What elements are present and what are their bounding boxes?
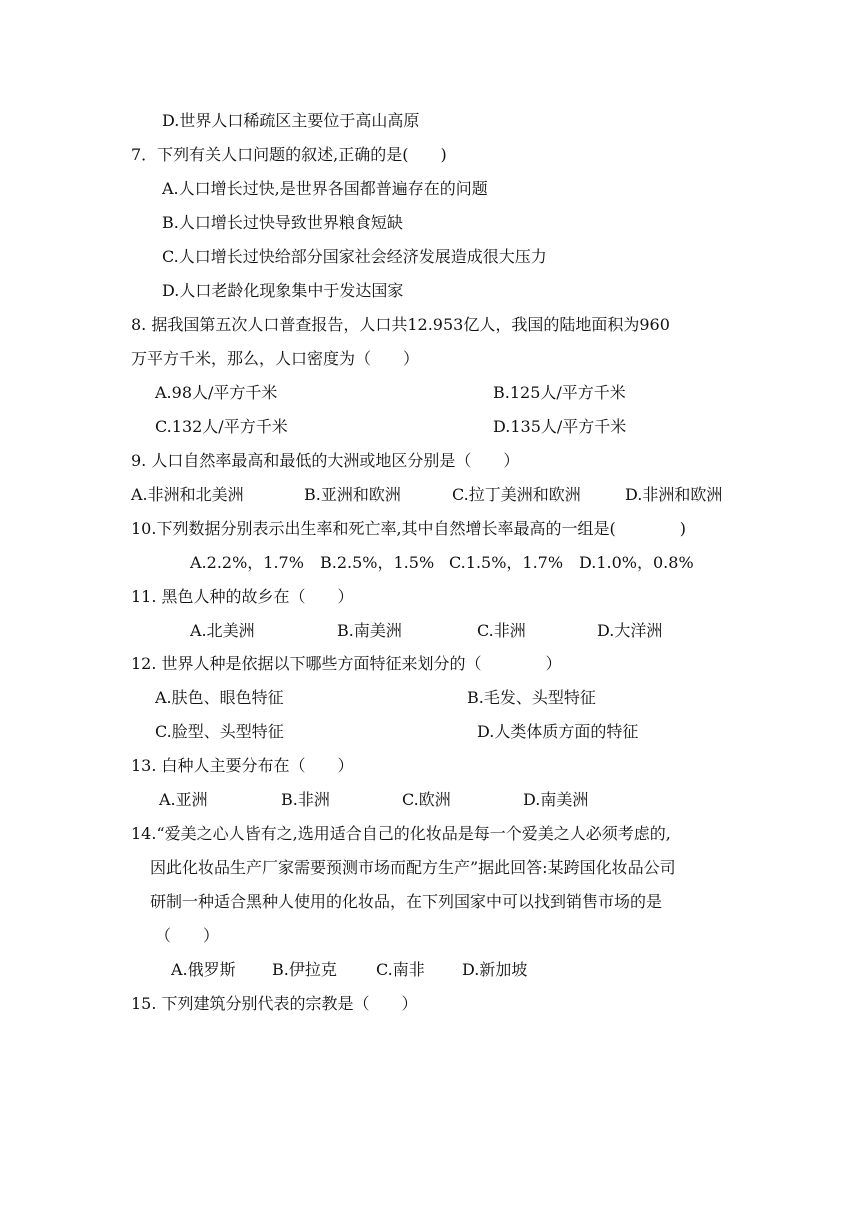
q14-stem-line1: 14.“爱美之心人皆有之,选用适合自己的化妆品是每一个爱美之人必须考虑的, [131,824,671,843]
q12-option-a: A.肤色、眼色特征 [155,688,284,707]
q7-option-a: A.人口增长过快,是世界各国都普遍存在的问题 [162,179,488,198]
q9-stem: 9. 人口自然率最高和最低的大洲或地区分别是（ ） [131,451,520,470]
q13-option-c: C.欧洲 [402,790,451,809]
q15-stem: 15. 下列建筑分别代表的宗教是（ ） [131,994,418,1013]
q11-option-a: A.北美洲 [190,621,255,640]
q12-stem: 12. 世界人种是依据以下哪些方面特征来划分的（ ） [131,654,562,673]
q10-stem: 10.下列数据分别表示出生率和死亡率,其中自然增长率最高的一组是( ) [131,519,687,538]
q13-option-d: D.南美洲 [523,790,589,809]
q11-option-d: D.大洋洲 [597,621,663,640]
q7-stem: 7．下列有关人口问题的叙述,正确的是( ) [131,145,447,164]
q14-option-c: C.南非 [376,960,425,979]
q10-option-c: C.1.5%，1.7% [449,553,564,572]
q13-option-a: A.亚洲 [159,790,208,809]
q7-option-b: B.人口增长过快导致世界粮食短缺 [162,213,403,232]
q8-option-c: C.132人/平方千米 [155,417,288,436]
q8-stem-line1: 8. 据我国第五次人口普查报告，人口共12.953亿人，我国的陆地面积为960 [131,315,670,334]
q11-stem: 11. 黑色人种的故乡在（ ） [131,587,354,606]
q14-option-b: B.伊拉克 [272,960,337,979]
q8-option-d: D.135人/平方千米 [493,417,627,436]
q10-option-b: B.2.5%，1.5% [320,553,435,572]
q13-stem: 13. 白种人主要分布在（ ） [131,756,354,775]
q9-option-a: A.非洲和北美洲 [131,485,244,504]
q14-option-d: D.新加坡 [462,960,528,979]
q13-option-b: B.非洲 [281,790,330,809]
q14-stem-line3: 研制一种适合黑种人使用的化妆品，在下列国家中可以找到销售市场的是 [150,892,663,911]
q6-option-d: D.世界人口稀疏区主要位于高山高原 [162,111,420,130]
q10-option-a: A.2.2%，1.7% [190,553,304,572]
q8-stem-line2: 万平方千米，那么，人口密度为（ ） [131,349,420,368]
q8-option-b: B.125人/平方千米 [493,383,626,402]
q11-option-c: C.非洲 [477,621,526,640]
q14-answer-blank: （ ） [155,926,220,945]
q8-option-a: A.98人/平方千米 [155,383,278,402]
q11-option-b: B.南美洲 [337,621,402,640]
q7-option-c: C.人口增长过快给部分国家社会经济发展造成很大压力 [162,247,547,266]
q14-stem-line2: 因此化妆品生产厂家需要预测市场而配方生产”据此回答:某跨国化妆品公司 [150,858,676,877]
q7-option-d: D.人口老龄化现象集中于发达国家 [162,281,404,300]
q9-option-c: C.拉丁美洲和欧洲 [452,485,581,504]
q12-option-b: B.毛发、头型特征 [467,688,596,707]
q9-option-d: D.非洲和欧洲 [625,485,723,504]
q12-option-d: D.人类体质方面的特征 [477,722,639,741]
q9-option-b: B.亚洲和欧洲 [304,485,401,504]
q14-option-a: A.俄罗斯 [171,960,236,979]
q10-option-d: D.1.0%，0.8% [579,553,694,572]
q12-option-c: C.脸型、头型特征 [155,722,284,741]
